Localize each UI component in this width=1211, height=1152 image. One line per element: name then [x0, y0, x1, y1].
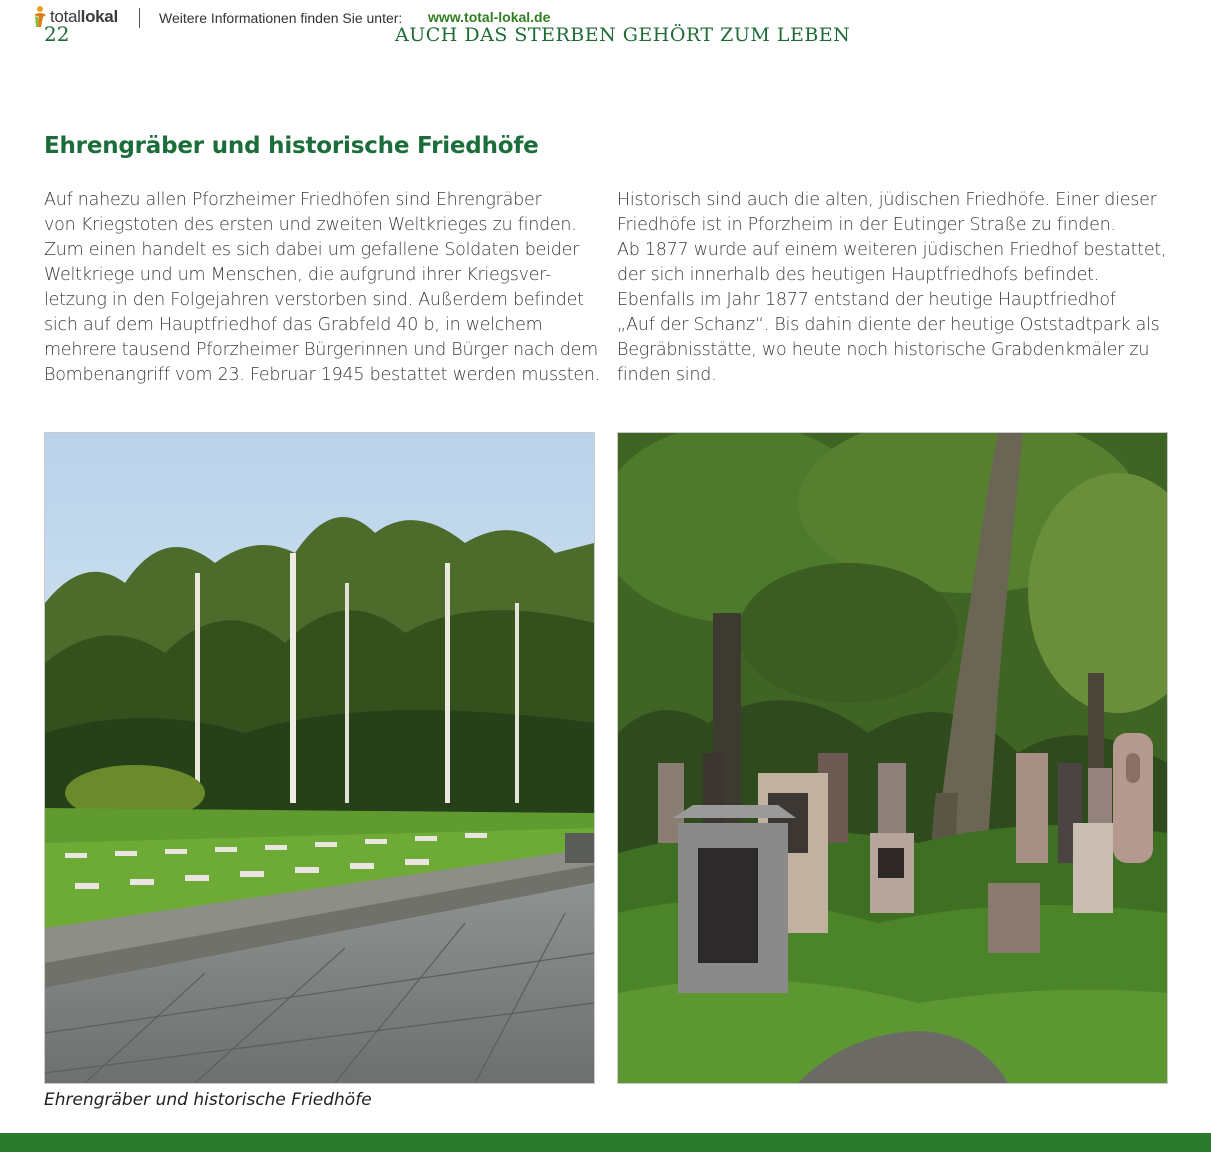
brand-divider [139, 8, 140, 28]
text-column-right [617, 188, 1187, 388]
text-line: Ebenfalls im Jahr 1877 entstand der heutige Hauptfriedhof [617, 290, 1116, 310]
photo-historic-cemetery [617, 432, 1168, 1084]
page-number: 22 [44, 24, 70, 42]
photo-caption: Ehrengräber und historische Friedhöfe [44, 1090, 372, 1110]
text-line: mehrere tausend Pforzheimer Bürgerinnen und Bürger nach dem [44, 340, 598, 360]
text-line: letzung in den Folgejahren verstorben sind. Außerdem befindet [44, 290, 584, 310]
text-line: Historisch sind auch die alten, jüdischen Friedhöfe. Einer dieser [617, 190, 1157, 210]
text-line: Friedhöfe ist in Pforzheim in der Eutinger Straße zu finden. [617, 215, 1116, 235]
text-line: Begräbnisstätte, wo heute noch historische Grabdenkmäler zu [617, 340, 1150, 360]
photo-war-graves [44, 432, 595, 1084]
text-line: sich auf dem Hauptfriedhof das Grabfeld 40 b, in welchem [44, 315, 543, 335]
running-title: AUCH DAS STERBEN GEHÖRT ZUM LEBEN [395, 24, 851, 46]
article-heading: Ehrengräber und historische Friedhöfe [44, 133, 539, 159]
text-line: der sich innerhalb des heutigen Hauptfriedhofs befindet. [617, 265, 1100, 285]
brand-info-text: Weitere Informationen finden Sie unter: [159, 10, 403, 26]
text-line: Weltkriege und um Menschen, die aufgrund ihrer Kriegsver- [44, 265, 552, 285]
logo-wordmark: totallokal [50, 7, 118, 26]
text-line: Bombenangriff vom 23. Februar 1945 bestattet werden mussten. [44, 365, 600, 385]
brand-url-link[interactable]: www.total-lokal.de [428, 9, 551, 25]
text-column-left [44, 188, 604, 388]
text-line: von Kriegstoten des ersten und zweiten Weltkrieges zu finden. [44, 215, 577, 235]
text-line: Ab 1877 wurde auf einem weiteren jüdischen Friedhof bestattet, [617, 240, 1167, 260]
text-line: Zum einen handelt es sich dabei um gefallene Soldaten beider [44, 240, 580, 260]
text-line: Auf nahezu allen Pforzheimer Friedhöfen sind Ehrengräber [44, 190, 542, 210]
footer-bar [0, 1133, 1211, 1152]
text-line: „Auf der Schanz“. Bis dahin diente der heutige Oststadtpark als [617, 315, 1160, 335]
text-line: finden sind. [617, 365, 717, 385]
